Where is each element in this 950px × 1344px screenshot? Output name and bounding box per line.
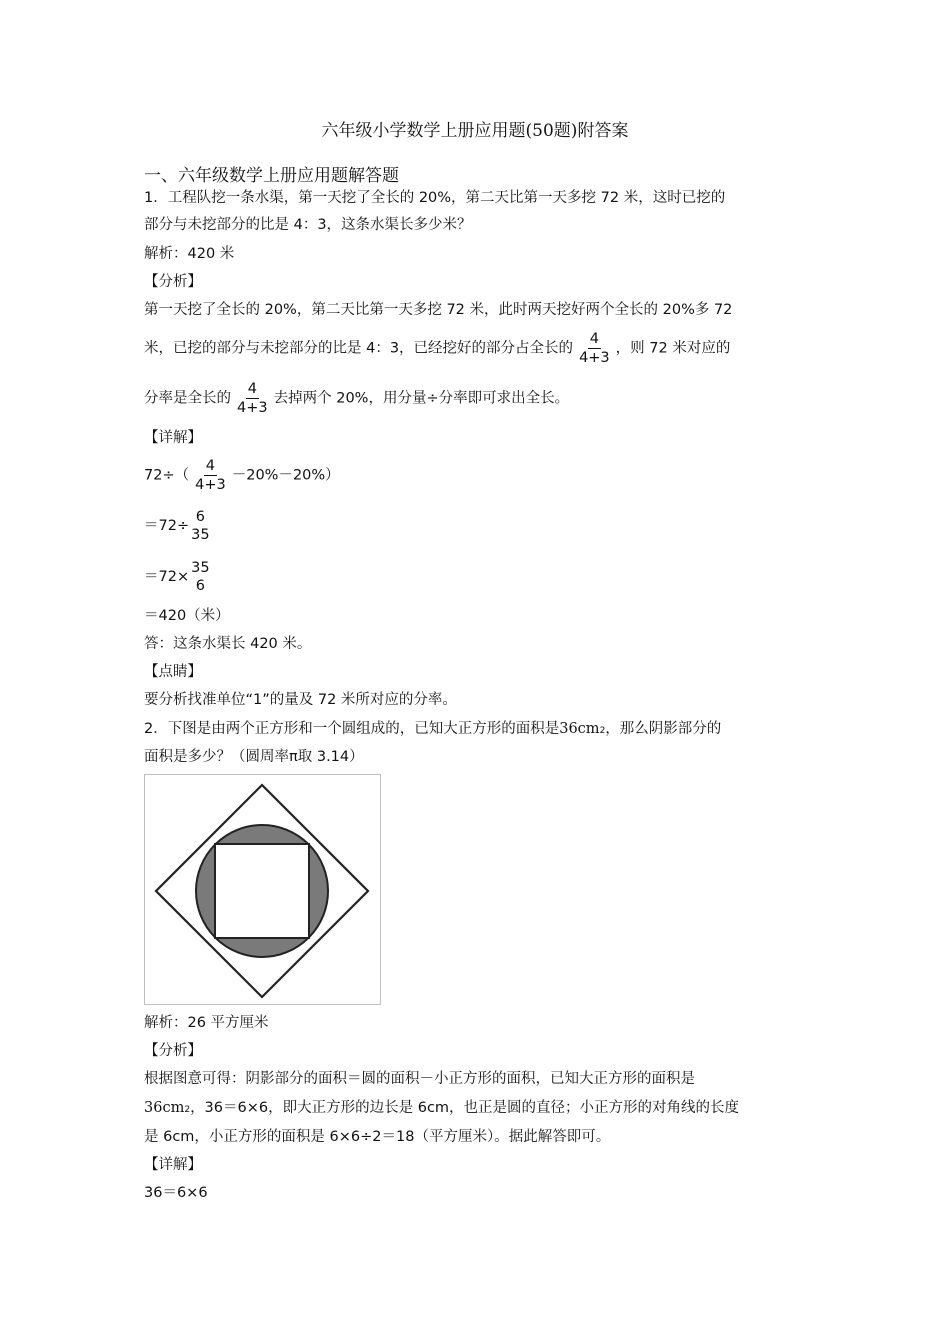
fraction-denominator: 4+3 xyxy=(579,350,610,366)
fraction-numerator: 4 xyxy=(589,331,599,347)
q1-analysis-line1: 第一天挖了全长的 20%，第二天比第一天多挖 72 米，此时两天挖好两个全长的 20%多 72 xyxy=(144,302,733,318)
q2-step1: 36＝6×6 xyxy=(144,1185,208,1201)
q2-analysis-line2-post: ，36＝6×6，即大正方形的边长是 6cm，也正是圆的直径；小正方形的对角线的长度 xyxy=(190,1100,740,1116)
q2-text-line1-pre: 2．下图是由两个正方形和一个圆组成的，已知大正方形的面积是 xyxy=(144,721,560,737)
q1-step1-post: －20%－20%） xyxy=(231,467,340,484)
q1-tip: 要分析找准单位“1”的量及 72 米所对应的分率。 xyxy=(144,692,457,708)
q2-text-line2: 面积是多少？（圆周率π取 3.14） xyxy=(144,749,364,765)
squares-circle-diagram xyxy=(145,775,380,1004)
q1-step3-pre: ＝72× xyxy=(144,569,190,585)
q1-analysis-line3 xyxy=(144,380,569,417)
q2-area-value: 36cm xyxy=(144,1100,185,1116)
q1-analysis-line3-post: 去掉两个 20%，用分量÷分率即可求出全长。 xyxy=(273,390,570,407)
q2-analysis-line1: 根据图意可得：阴影部分的面积＝圆的面积－小正方形的面积，已知大正方形的面积是 xyxy=(144,1071,695,1087)
q1-text-line1: 1．工程队挖一条水渠，第一天挖了全长的 20%，第二天比第一天多挖 72 米，这时已挖的 xyxy=(144,190,726,206)
q1-analysis-tag: 【分析】 xyxy=(144,274,202,290)
fraction-numerator: 4 xyxy=(247,381,257,397)
q2-analysis-line3: 是 6cm，小正方形的面积是 6×6÷2＝18（平方厘米）。据此解答即可。 xyxy=(144,1129,611,1145)
q1-step3 xyxy=(144,559,216,595)
q1-step4: ＝420（米） xyxy=(144,608,230,624)
q1-analysis-line2 xyxy=(144,330,730,367)
q1-text-line2: 部分与未挖部分的比是 4：3，这条水渠长多少米？ xyxy=(144,217,472,233)
q2-text-line1 xyxy=(144,719,721,739)
fraction-denominator: 4+3 xyxy=(237,400,268,416)
q2-text-line1-post: ，那么阴影部分的 xyxy=(605,721,722,737)
document-title: 六年级小学数学上册应用题(50题)附答案 xyxy=(321,121,629,141)
fraction-numerator: 6 xyxy=(195,509,205,525)
q2-detail-tag: 【详解】 xyxy=(144,1157,202,1173)
q2-analysis-line2 xyxy=(144,1098,739,1118)
q1-step2 xyxy=(144,508,216,544)
q1-analysis-line2-post: ，则 72 米对应的 xyxy=(615,340,731,357)
q1-step2-pre: ＝72÷ xyxy=(144,518,190,534)
q1-analysis-line3-pre: 分率是全长的 xyxy=(144,390,231,407)
q1-answer: 解析：420 米 xyxy=(144,246,235,262)
fraction-numerator: 35 xyxy=(191,560,210,576)
fraction-4-over-4plus3 xyxy=(577,330,612,367)
fraction-denominator: 4+3 xyxy=(195,477,226,493)
q2-area-superscript: 2 xyxy=(599,726,606,736)
small-square xyxy=(215,844,309,938)
fraction-denominator: 35 xyxy=(191,527,210,543)
fraction-4-over-4plus3 xyxy=(193,457,228,494)
fraction-denominator: 6 xyxy=(195,578,205,594)
q1-step1-pre: 72÷（ xyxy=(144,467,190,484)
fraction-4-over-4plus3 xyxy=(235,380,270,417)
q1-step1 xyxy=(144,457,340,494)
q1-final-answer: 答：这条水渠长 420 米。 xyxy=(144,636,312,652)
q1-tip-tag: 【点睛】 xyxy=(144,664,202,680)
fraction-6-over-35 xyxy=(189,508,211,544)
q2-area-value: 36cm xyxy=(559,721,600,737)
section-heading: 一、六年级数学上册应用题解答题 xyxy=(144,166,399,186)
q2-area-superscript: 2 xyxy=(184,1105,191,1115)
fraction-numerator: 4 xyxy=(205,458,216,474)
q1-detail-tag: 【详解】 xyxy=(144,430,202,446)
q2-analysis-tag: 【分析】 xyxy=(144,1043,202,1059)
geometry-figure xyxy=(144,774,381,1005)
q1-analysis-line2-pre: 米，已挖的部分与未挖部分的比是 4：3，已经挖好的部分占全长的 xyxy=(144,340,574,357)
fraction-35-over-6 xyxy=(189,559,211,595)
q2-answer: 解析：26 平方厘米 xyxy=(144,1015,269,1031)
